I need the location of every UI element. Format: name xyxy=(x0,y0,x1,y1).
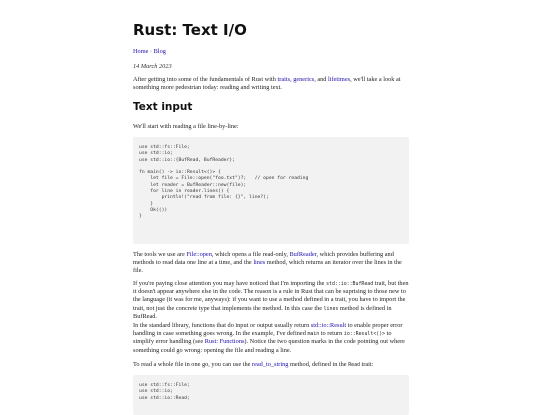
blog-link[interactable]: Blog xyxy=(153,48,166,55)
text: method, which returns an iterator over the lines in the file. xyxy=(133,259,402,275)
paragraph-standard-library xyxy=(133,322,409,355)
page-title: Rust: Text I/O xyxy=(133,21,247,39)
text: to enable proper error handling in case something goes wrong. In the example, I've defined xyxy=(133,322,403,338)
lines-link[interactable]: lines xyxy=(253,259,266,267)
text: , and xyxy=(314,76,329,83)
paragraph-start: We'll start with reading a file line-by-line: xyxy=(133,123,239,130)
read-to-string-link[interactable]: read_to_string xyxy=(252,361,289,368)
text: to simplify error handling (see xyxy=(133,330,392,346)
inline-code: std::io::BufRead xyxy=(326,281,374,287)
text: After getting into some of the fundamentals of Rust with xyxy=(133,76,278,83)
traits-link[interactable]: traits xyxy=(277,76,291,83)
text: , we'll take a look at something more pedestrian today: reading and writing text. xyxy=(133,76,401,92)
lifetimes-link[interactable]: lifetimes xyxy=(328,76,351,83)
text: trait: xyxy=(359,361,374,368)
text: To read a whole file in one go, you can use the xyxy=(133,361,252,368)
text: to return xyxy=(319,330,344,338)
inline-code: lines xyxy=(323,305,339,312)
nav-separator: · xyxy=(148,48,154,55)
paragraph-attention xyxy=(133,280,409,321)
text: In the standard library, functions that do input or output usually return xyxy=(133,322,311,329)
text: method is defined in BufRead. xyxy=(133,304,392,320)
text: The tools we use are xyxy=(133,251,187,258)
section-heading-text-input: Text input xyxy=(133,101,193,113)
inline-code: io::Result<()> xyxy=(343,331,386,338)
io-result-link[interactable]: std::io::Result xyxy=(310,322,347,329)
text: ). Notice the two question marks in the code pointing out where something could go wrong: opening the file and reading a line. xyxy=(133,338,405,354)
text: , xyxy=(290,76,294,83)
text: trait, but then it doesn't appear anywhere else in the code. The reason is a rule in Rust that can be suprising to those new to the language (it was for me, anyways): if you want to use a method defined in a trait, you have to import the trait, not just the concrete type that implements the method. In this case the xyxy=(133,280,409,312)
file-open-link[interactable]: File::open xyxy=(186,251,212,258)
code-block-read-lines: use std::fs::File; use std::io; use std::io::{BufRead, BufReader}; fn main() -> io::Result<()> { let file = File::open("foo.txt")?; // open for reading let reader = BufReader::new(file); for line in reader.lines() { println!("read from file: {}", line?); } Ok(()) } xyxy=(133,137,409,244)
paragraph-tools xyxy=(133,251,409,276)
text: , which opens a file read-only, xyxy=(211,251,290,258)
breadcrumb xyxy=(133,48,166,55)
paragraph-read-whole-file xyxy=(133,361,409,369)
post-date: 14 March 2023 xyxy=(133,63,172,70)
generics-link[interactable]: generics xyxy=(293,76,315,83)
text: method, defined in the xyxy=(288,361,349,368)
code-block-read-to-string: use std::fs::File; use std::io; use std::io::Read; xyxy=(133,375,409,415)
intro-paragraph xyxy=(133,76,409,92)
home-link[interactable]: Home xyxy=(133,48,149,55)
bufreader-link[interactable]: BufReader xyxy=(289,251,317,258)
text: , which provides buffering and methods to read data one line at a time, and the xyxy=(133,251,394,267)
rust-functions-link[interactable]: Rust: Functions xyxy=(204,338,245,346)
inline-code: Read xyxy=(348,362,360,368)
inline-code: main xyxy=(307,331,320,338)
text: If you're paying close attention you may have noticed that I'm importing the xyxy=(133,280,327,287)
